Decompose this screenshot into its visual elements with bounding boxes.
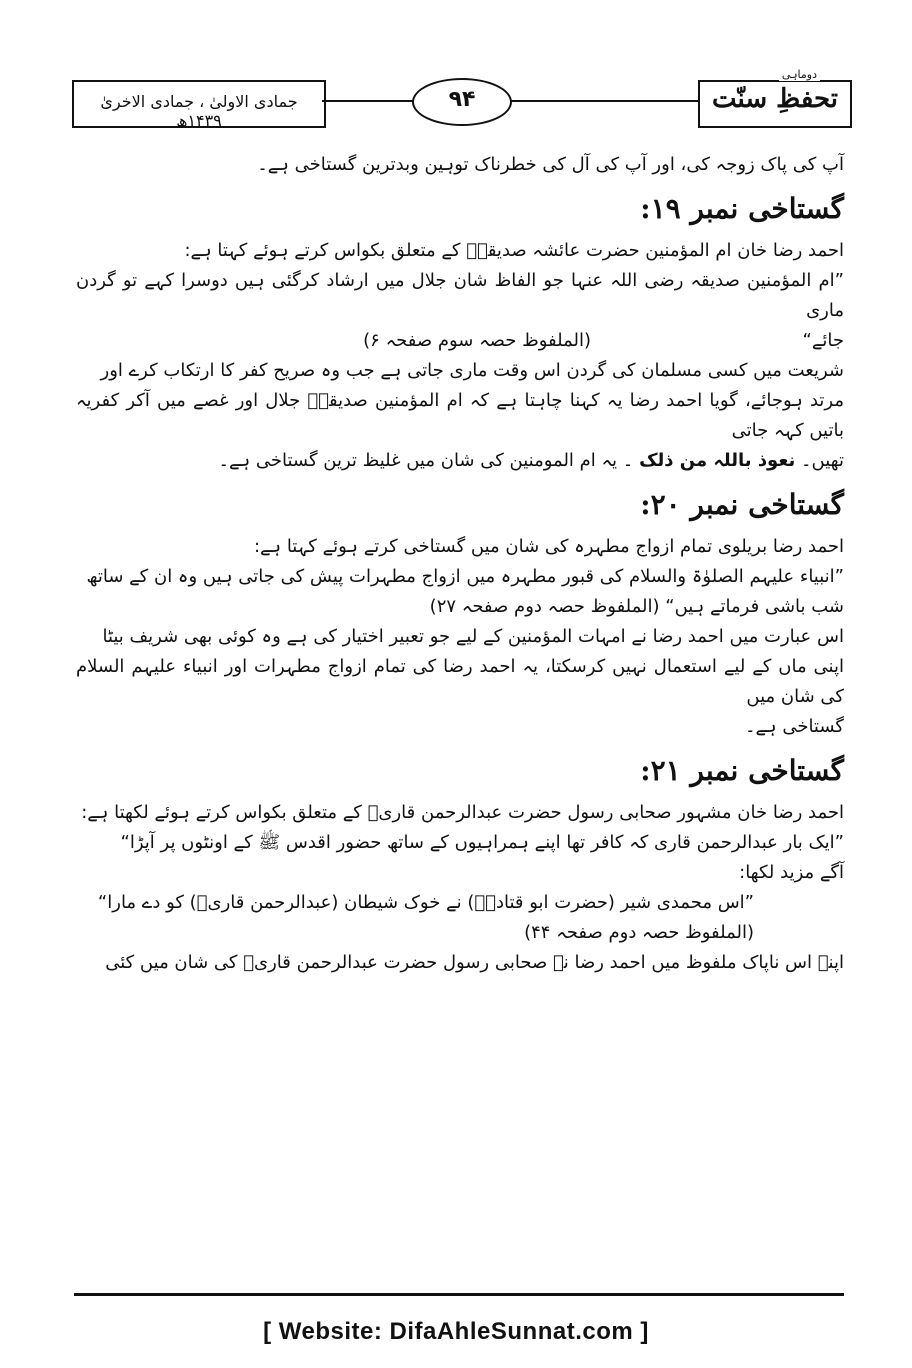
text-segment: تھیں۔ — [801, 450, 844, 471]
intro-line: آپ کی پاک زوجہ کی، اور آپ کی آل کی خطرناک توہین وبدترین گستاخی ہے۔ — [257, 154, 844, 175]
paragraph-line: احمد رضا خان ام المؤمنین حضرت عائشہ صدیقہؓ کے متعلق بکواس کرتے ہوئے کہتا ہے: — [184, 240, 844, 261]
paragraph-line: آگے مزید لکھا: — [739, 862, 844, 883]
reference: (الملفوظ حصہ دوم صفحہ ۴۴) — [524, 922, 754, 943]
quote-line: ”ام المؤمنین صدیقہ رضی اللہ عنہا جو الفاظ شان جلال میں ارشاد کرگئی ہیں دوسرا کہے تو گردن ماری — [76, 270, 844, 321]
header-date-box — [72, 80, 326, 128]
paragraph-line: اپنی ماں کے لیے استعمال نہیں کرسکتا، یہ احمد رضا کی تمام ازواج مطہرات اور انبیاء علیہم السلام کی شان میں — [76, 656, 844, 707]
header-rule — [322, 100, 702, 102]
quote-end: جائے“ — [802, 330, 844, 351]
paragraph-line: احمد رضا بریلوی تمام ازواج مطہرہ کی شان میں گستاخی کرتے ہوئے کہتا ہے: — [253, 536, 844, 557]
nauzubillah-phrase: نعوذ باللہ من ذلک — [639, 450, 796, 471]
text-segment: ۔ یہ ام المومنین کی شان میں غلیظ ترین گستاخی ہے۔ — [218, 450, 634, 471]
paragraph-line: احمد رضا خان مشہور صحابی رسول حضرت عبدالرحمن قاریؓ کے متعلق بکواس کرتے ہوئے لکھتا ہے: — [81, 802, 844, 823]
header-brand-box — [698, 68, 852, 128]
heading-21: گستاخی نمبر ۲۱: — [640, 754, 844, 787]
paragraph-line: گستاخی ہے۔ — [744, 716, 844, 737]
quote-line: شب باشی فرماتے ہیں“ (الملفوظ حصہ دوم صفحہ ۲۷) — [429, 596, 844, 617]
brand-subtitle: دوماہی — [779, 68, 820, 81]
heading-19: گستاخی نمبر ۱۹: — [640, 192, 844, 225]
paragraph-line: شریعت میں کسی مسلمان کی گردن اس وقت ماری جاتی ہے جب وہ صریح کفر کا ارتکاب کرے اور — [100, 360, 844, 381]
paragraph-line: مرتد ہوجائے، گویا احمد رضا یہ کہنا چاہتا ہے کہ ام المؤمنین صدیقہؓ جلال اور غصے میں آکر کفریہ باتیں کہہ جاتی — [76, 390, 844, 441]
reference: (الملفوظ حصہ سوم صفحہ ۶) — [363, 330, 592, 351]
article-body — [76, 150, 844, 978]
footer-rule — [74, 1293, 844, 1296]
quote-line: ”ایک بار عبدالرحمن قاری کہ کافر تھا اپنے ہمراہیوں کے ساتھ حضور اقدس ﷺ کے اونٹوں پر آپڑا“ — [120, 832, 844, 853]
brand-title: تحفظِ سنّت — [711, 84, 839, 114]
heading-20: گستاخی نمبر ۲۰: — [640, 488, 844, 521]
paragraph-line — [76, 446, 844, 476]
page-number: ۹۴ — [412, 78, 512, 126]
quote-line: ”انبیاء علیہم الصلوٰۃ والسلام کی قبور مطہرہ میں ازواج مطہرات پیش کی جاتی ہیں وہ ان کے ساتھ — [86, 566, 844, 587]
header-date: جمادی الاولیٰ ، جمادی الاخریٰ ۱۴۳۹ھ — [100, 92, 298, 130]
quote-line: ”اس محمدی شیر (حضرت ابو قتادہؓ) نے خوک شیطان (عبدالرحمن قاریؓ) کو دے مارا“ — [97, 892, 754, 913]
page-header — [72, 68, 852, 132]
paragraph-line: اس عبارت میں احمد رضا نے امہات المؤمنین کے لیے جو تعبیر اختیار کی ہے وہ کوئی بھی شریف بیٹا — [102, 626, 844, 647]
quote-line — [76, 326, 844, 356]
website-footer: [ Website: DifaAhleSunnat.com ] — [263, 1318, 649, 1345]
paragraph-line: اپنے اس ناپاک ملفوظ میں احمد رضا نے صحابی رسول حضرت عبدالرحمن قاریؓ کی شان میں کئی — [105, 952, 844, 973]
